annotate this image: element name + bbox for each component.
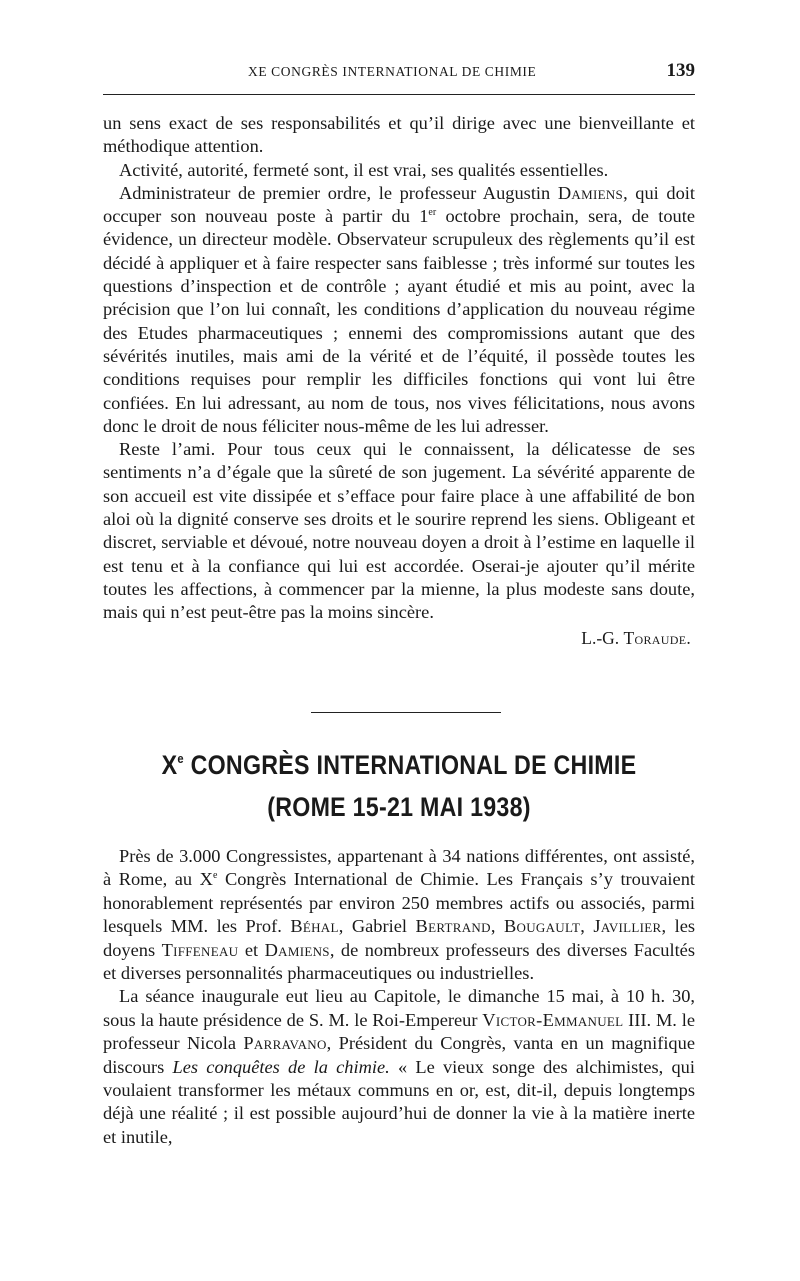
person-name: Damiens <box>264 939 330 960</box>
page-number: 139 <box>666 60 695 81</box>
text-run: La séance inaugurale eut lieu au Capitole, le dimanche 15 mai, à 10 h. 30, sous la haute présidence de S. M. le Roi-Empereur <box>103 986 695 1030</box>
running-head: XE CONGRÈS INTERNATIONAL DE CHIMIE <box>248 64 537 79</box>
paragraph: un sens exact de ses responsabilités et qu’il dirige avec une bienveillante et méthodique attention. <box>103 113 695 157</box>
title-superscript: e <box>177 751 184 766</box>
text-run: octobre prochain, sera, de toute évidence, un directeur modèle. Observateur scrupuleux des règlements qu’il est décidé à appliquer et à faire respecter sans faiblesse ; très informé sur toutes les questions d’inspection et de contrôle ; ayant étudié et mis au point, avec la précision que l’on lui connaît, les conditions d’application du nouveau régime des Etudes pharmaceutiques ; ennemi des compromissions autant que des sévérités inutiles, mais ami de la vérité et de l’équité, il possède toutes les conditions requises pour remplir les difficiles fonctions qui vont lui être confiées. En lui adressant, au nom de tous, nos vives félicitations, nous avons donc le droit de nous féliciter nous-même de les lui adresser. <box>103 206 696 436</box>
text-run: Près de 3.000 Congressistes, appartenant à 34 nations différentes, ont assisté, à Rome, au X <box>103 846 695 890</box>
header-rule <box>103 94 695 95</box>
title-text: CONGRÈS INTERNATIONAL DE CHIMIE <box>183 750 637 780</box>
text-run: , <box>580 916 594 937</box>
paragraph <box>103 845 695 985</box>
page-header <box>103 62 695 84</box>
italic-title: Les conquêtes de la chimie. <box>172 1056 390 1077</box>
text-run: , de nombreux professeurs des diverses Facultés et diverses personnalités pharmaceutiques ou industrielles. <box>103 939 696 984</box>
paragraph: Activité, autorité, fermeté sont, il est vrai, ses qualités essentielles. <box>119 159 609 180</box>
text-run: , qui doit occuper son nouveau poste à partir du 1 <box>103 182 695 227</box>
article-body <box>103 112 695 649</box>
text-run: Congrès International de Chimie. Les Français s’y trouvaient honorablement représentés par environ 250 membres actifs ou associés, parmi lesquels MM. les Prof. <box>103 869 696 937</box>
text-run: « Le vieux songe des alchimistes, qui voulaient transformer les métaux communs en or, est, dit-il, depuis longtemps déjà une réalité ; il est possible aujourd’hui de donner la vie à la matière inerte et inutile, <box>103 1056 695 1147</box>
paragraph <box>103 985 695 1149</box>
text-run: , <box>490 916 504 937</box>
text-run: , les doyens <box>103 916 696 960</box>
title-roman: X <box>161 750 178 780</box>
person-name: Tiffeneau <box>161 939 239 960</box>
separator-rule <box>311 712 501 713</box>
person-name: Béhal <box>290 916 339 937</box>
person-name: Damiens <box>557 182 624 203</box>
paragraph <box>103 182 695 438</box>
section-title <box>144 738 653 828</box>
text-run: Administrateur de premier ordre, le professeur Augustin <box>119 182 558 203</box>
section-title-line1 <box>144 738 653 786</box>
person-name: Victor-Emmanuel <box>482 1009 624 1030</box>
text-run: III. M. le professeur Nicola <box>103 1009 695 1054</box>
person-name: Bertrand <box>415 916 491 937</box>
signature-initials: L.-G. <box>581 627 624 648</box>
person-name: Bougault <box>503 916 581 937</box>
text-run: , Gabriel <box>338 916 416 937</box>
signature <box>103 627 695 649</box>
paragraph: Reste l’ami. Pour tous ceux qui le connaissent, la délicatesse de ses sentiments n’a d’égale que la sûreté de son jugement. La sévérité apparente de son accueil est vite dissipée et s’efface pour faire place à une affabilité de bon aloi où la dignité conserve ses droits et le sourire reprend les siens. Obligeant et discret, serviable et dévoué, notre nouveau doyen a droit à l’estime en laquelle il est tenu et à la confiance qui lui est accordée. Oserai-je ajouter qu’il mérite toutes les affections, à commencer par la mienne, la plus modeste sans doute, mais qui n’est peut-être pas la moins sincère. <box>103 439 695 623</box>
signature-name: Toraude. <box>623 627 691 648</box>
article-body-2 <box>103 845 695 1149</box>
section-title-line2: (ROME 15-21 MAI 1938) <box>267 792 531 822</box>
person-name: Parravano <box>243 1033 327 1054</box>
text-run: , Président du Congrès, vanta en un magnifique discours <box>103 1033 695 1077</box>
superscript: e <box>212 870 218 882</box>
person-name: Javillier <box>593 916 662 937</box>
superscript: er <box>428 207 437 219</box>
text-run: et <box>238 939 265 960</box>
